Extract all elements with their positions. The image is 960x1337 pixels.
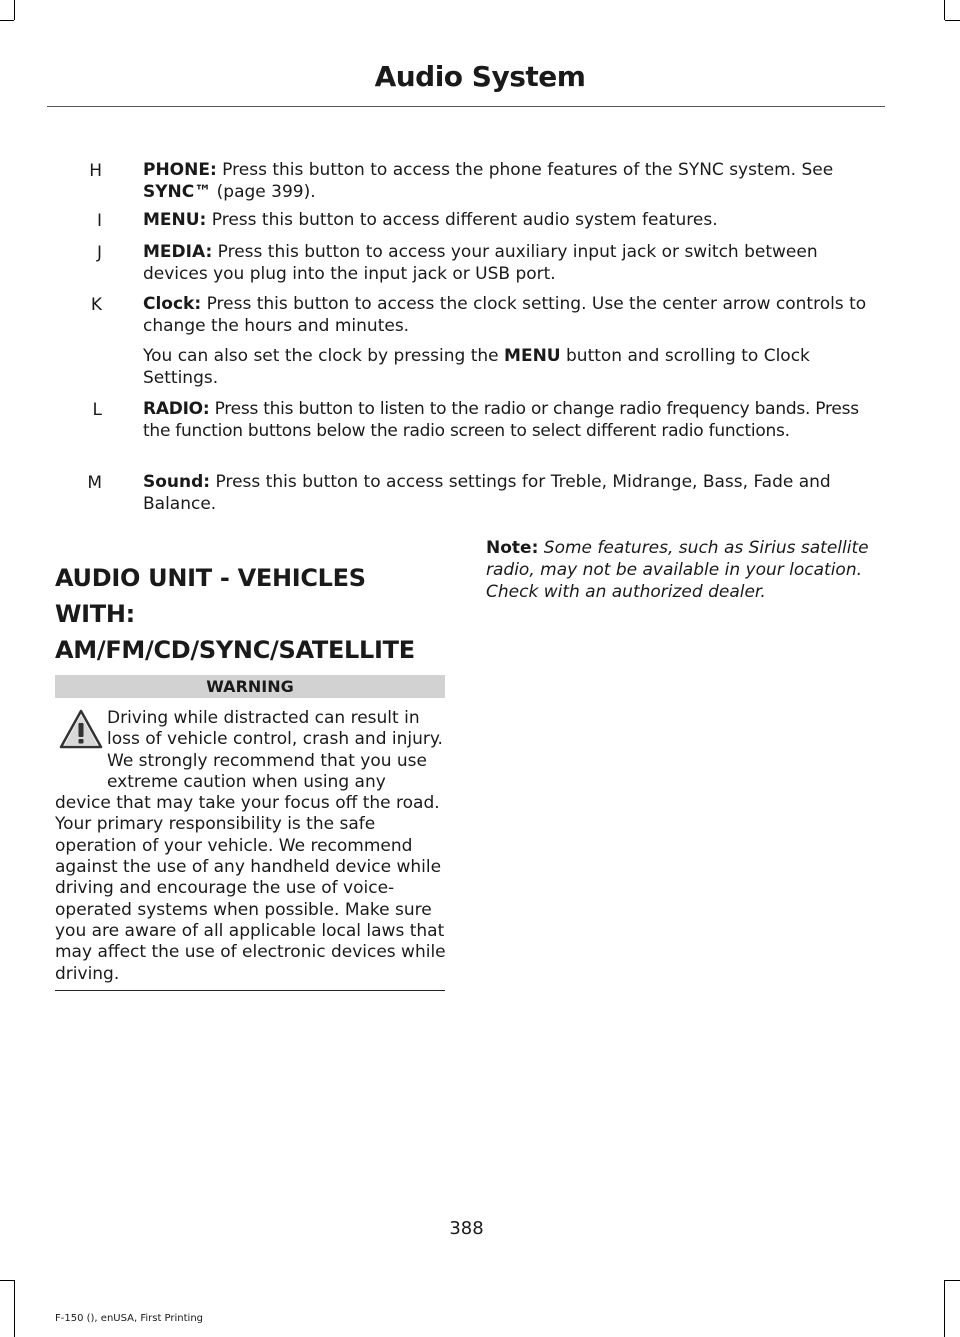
warning-text [55,708,447,985]
page-number: 388 [449,1218,484,1239]
item-label: Clock: [143,294,202,314]
item-body [143,346,878,389]
item-body [143,210,878,232]
note-label: Note: [486,538,539,558]
item-text: You can also set the clock by pressing the [143,346,505,366]
item-letter: J [96,243,102,263]
section-heading-line: AUDIO UNIT - VEHICLES WITH: [55,564,366,628]
header-divider [47,106,885,107]
crop-mark [945,1280,960,1281]
item-label: MENU: [143,210,207,230]
item-label: MEDIA: [143,242,213,262]
page-reference: (page 399). [211,181,316,202]
item-text: Press this button to access different audio system features. [206,210,718,230]
note-text: Some features, such as Sirius satellite radio, may not be available in your location. Check with an authorized dealer. [486,538,869,602]
crop-mark [944,0,945,20]
item-letter: I [96,211,102,231]
menu-keyword: MENU [504,346,561,366]
sync-link[interactable]: SYNC™ [143,181,212,202]
crop-mark [14,0,15,20]
item-text: Press this button to listen to the radio or change radio frequency bands. Press the function buttons below the radio screen to select different radio functions. [143,399,859,441]
item-text: Press this button to access the phone features of the SYNC system. See [216,160,834,180]
item-text: Press this button to access your auxiliary input jack or switch between devices you plug into the input jack or USB port. [143,242,818,284]
crop-mark [14,1280,15,1337]
item-body [143,294,878,337]
crop-mark [0,1280,14,1281]
item-body [143,472,878,515]
item-body [143,242,878,285]
crop-mark [0,20,14,21]
warning-body: Driving while distracted can result in loss of vehicle control, crash and injury. We strongly recommend that you use extreme caution when using any device that may take your focus off the road. Your primary responsibility is the safe operation of your vehicle. We recommend against the use of any handheld device while driving and encourage the use of voice-operated systems when possible. Make sure you are aware of all applicable local laws that may affect the use of electronic devices while driving. [55,708,446,984]
icon-spacer [55,708,107,772]
item-letter: M [87,473,102,493]
item-label: PHONE: [143,160,217,180]
warning-header: WARNING [55,675,445,698]
item-text: Press this button to access settings for Treble, Midrange, Bass, Fade and Balance. [143,472,831,514]
crop-mark [944,1280,945,1337]
item-text: Press this button to access the clock setting. Use the center arrow controls to change the hours and minutes. [143,294,867,336]
item-body [143,399,878,442]
item-label: RADIO: [143,399,210,419]
section-heading-line: AM/FM/CD/SYNC/SATELLITE [55,636,415,664]
footer-text: F-150 (), enUSA, First Printing [55,1313,204,1324]
item-letter: K [90,295,102,315]
item-label: Sound: [143,472,211,492]
item-letter: H [89,161,102,181]
item-body [143,160,878,203]
crop-mark [945,20,960,21]
note [486,537,881,603]
warning-divider [55,990,445,991]
item-letter: L [92,400,102,420]
item-text: button and scrolling to Clock Settings. [143,346,810,388]
page-title: Audio System [374,60,586,93]
